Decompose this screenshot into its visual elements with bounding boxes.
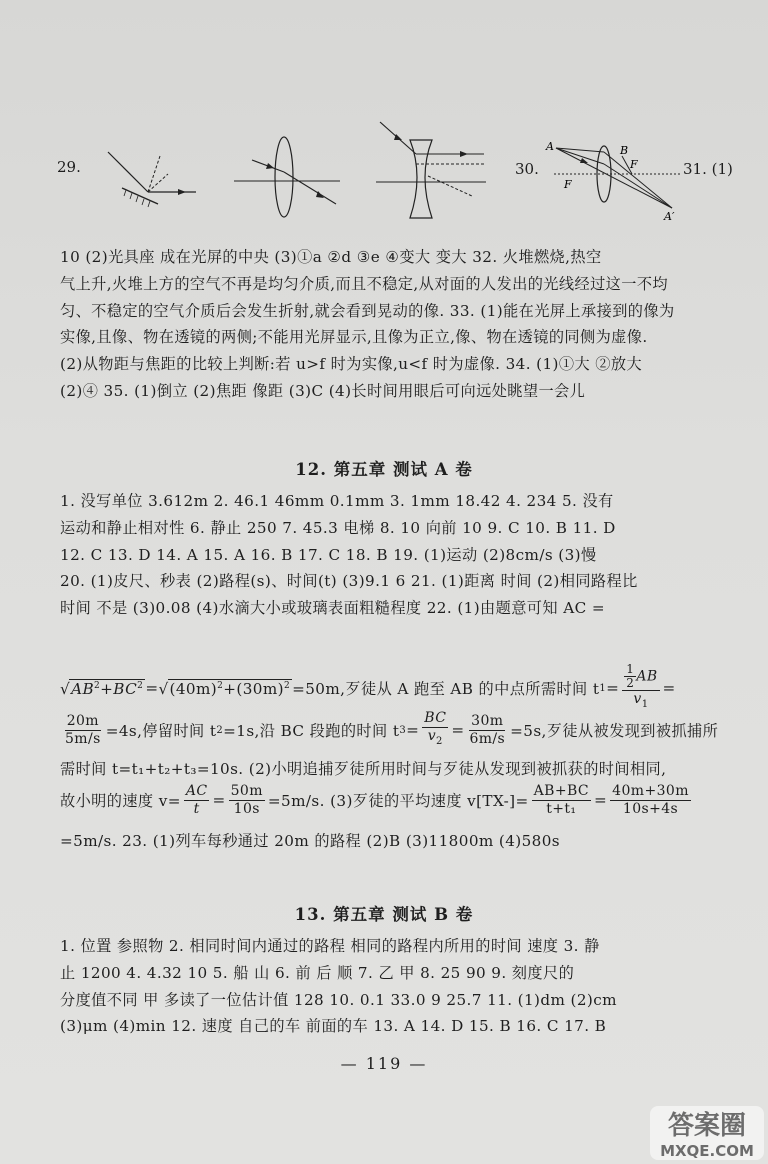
- answers-block-2: [60, 488, 746, 622]
- label-A: A: [546, 140, 554, 153]
- watermark-logo: [648, 1104, 766, 1162]
- fraction-ab-bc-over-t-t1: $\frac{AB+BC}{\text{t+t₁}}$: [533, 782, 590, 817]
- math-line-2: $\frac{20m}{5m/s}$ =4s,停留时间 t 2 =1s,沿 BC 段跑的时间 t 3 = $\frac{BC}{v_2}$ = $\frac{30m}{6m/s}$ =5s,歹徒从被发现到被抓捕所: [60, 710, 718, 750]
- label-B: B: [620, 144, 629, 157]
- answers-block-1: [60, 244, 746, 405]
- fraction-bc-v2: $\frac{BC}{v_2}$: [424, 710, 447, 747]
- text-line: 时间 不是 (3)0.08 (4)水滴大小或玻璃表面粗糙程度 22. (1)由题意可知 AC =: [60, 599, 605, 618]
- sqrt-expression-1: √ $AB^2+BC^2$: [60, 679, 144, 698]
- label-F-left: F: [564, 178, 572, 191]
- fraction-half-ab-over-v1: $\frac{1}{2}$ AB $v_1$: [622, 663, 659, 713]
- label-A-prime: A′: [664, 210, 675, 222]
- text-line: 1. 没写单位 3.612m 2. 46.1 46mm 0.1mm 3. 1mm 18.42 4. 234 5. 没有: [60, 492, 614, 510]
- lens-image-formation-diagram: [544, 134, 682, 222]
- question-30-label: 30.: [515, 160, 539, 178]
- question-31-label: 31. (1): [683, 160, 733, 178]
- text-line: (2)从物距与焦距的比较上判断:若 u>f 时为实像,u<f 时为虚像. 34. (1)①大 ②放大: [60, 355, 643, 374]
- figures-row: [0, 118, 768, 228]
- label-F-right: F: [630, 158, 638, 171]
- reflection-diagram: [100, 148, 200, 208]
- fraction-30m-6ms: $\frac{30m}{6m/s}$: [469, 712, 506, 747]
- text-line: 1. 位置 参照物 2. 相同时间内通过的路程 相同的路程内所用的时间 速度 3. 静: [60, 937, 600, 955]
- math-line-4: 故小明的速度 v= $\frac{AC}{t}$ = $\frac{50m}{10s}$ =5m/s. (3)歹徒的平均速度 v[TX-]= $\frac{AB+BC}{\text{t+t₁}}$ = $\frac{40m+30m}{10s+4s}$: [60, 782, 689, 817]
- fraction-50m-10s: $\frac{50m}{10s}$: [230, 782, 263, 817]
- answers-block-3: [60, 933, 746, 1040]
- text-line: 运动和静止相对性 6. 静止 250 7. 45.3 电梯 8. 10 向前 10 9. C 10. B 11. D: [60, 518, 616, 537]
- svg-text:MXQE.COM: MXQE.COM: [660, 1142, 754, 1160]
- text-line: 12. C 13. D 14. A 15. A 16. B 17. C 18. B 19. (1)运动 (2)8cm/s (3)慢: [60, 545, 597, 564]
- text-line: 止 1200 4. 4.32 10 5. 船 山 6. 前 后 顺 7. 乙 甲 8. 25 90 9. 刻度尺的: [60, 963, 575, 982]
- text-line: 10 (2)光具座 成在光屏的中央 (3)①a ②d ③e ④变大 变大 32. 火堆燃烧,热空: [60, 248, 602, 266]
- sqrt-expression-2: √ $(40m)^2+(30m)^2$: [158, 679, 291, 698]
- math-line-1: √ $AB^2+BC^2$ = √ $(40m)^2+(30m)^2$ =50m,歹徒从 A 跑至 AB 的中点所需时间 t 1 = $\frac{1}{2}$ AB $v_1$ =: [60, 668, 676, 708]
- fraction-ac-t: $\frac{AC}{t}$: [185, 782, 208, 817]
- convex-lens-diagram: [232, 132, 342, 222]
- section-heading-test-a: 12. 第五章 测试 A 卷: [295, 460, 473, 479]
- fraction-20m-5ms: $\frac{20m}{5m/s}$: [65, 712, 101, 747]
- text-line: 气上升,火堆上方的空气不再是均匀介质,而且不稳定,从对面的人发出的光线经过这一不均: [60, 274, 669, 293]
- text-line: 匀、不稳定的空气介质后会发生折射,就会看到晃动的像. 33. (1)能在光屏上承接到的像为: [60, 301, 675, 320]
- text-line: (3)μm (4)min 12. 速度 自己的车 前面的车 13. A 14. D 15. B 16. C 17. B: [60, 1017, 607, 1036]
- text-line: (2)④ 35. (1)倒立 (2)焦距 像距 (3)C (4)长时间用眼后可向远处眺望一会儿: [60, 381, 586, 400]
- question-29-label: 29.: [57, 158, 81, 176]
- text-line: 实像,且像、物在透镜的两侧;不能用光屏显示,且像为正立,像、物在透镜的同侧为虚像.: [60, 328, 648, 347]
- text-line: 20. (1)皮尺、秒表 (2)路程(s)、时间(t) (3)9.1 6 21. (1)距离 时间 (2)相同路程比: [60, 572, 638, 591]
- concave-lens-diagram: [372, 118, 488, 226]
- page-number: — 119 —: [340, 1054, 428, 1073]
- text-line: 分度值不同 甲 多读了一位估计值 128 10. 0.1 33.0 9 25.7 11. (1)dm (2)cm: [60, 990, 617, 1009]
- section-heading-test-b: 13. 第五章 测试 B 卷: [294, 905, 474, 924]
- math-line-5: =5m/s. 23. (1)列车每秒通过 20m 的路程 (2)B (3)11800m (4)580s: [60, 831, 560, 850]
- fraction-70m-14s: $\frac{40m+30m}{10s+4s}$: [612, 782, 689, 817]
- math-line-3: 需时间 t=t₁+t₂+t₃=10s. (2)小明追捕歹徒所用时间与歹徒从发现到被抓获的时间相同,: [60, 759, 667, 778]
- svg-text:答案圈: 答案圈: [667, 1111, 747, 1141]
